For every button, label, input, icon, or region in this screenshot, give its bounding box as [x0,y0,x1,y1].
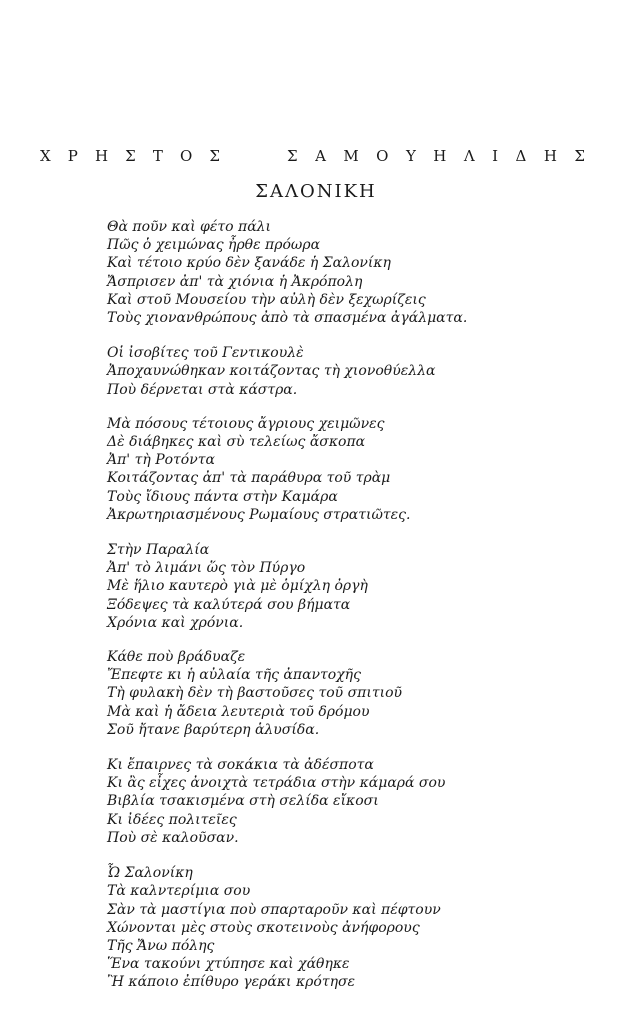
poem-line: Ἀπ' τὸ λιμάνι ὥς τὸν Πύργο [107,560,306,577]
poem-line: Ἄσπρισεν ἀπ' τὰ χιόνια ἡ Ἀκρόπολη [107,273,363,290]
author-letter: Σ [287,147,298,165]
author-letter: Λ [463,147,475,165]
poem-line: Βιβλία τσακισμένα στὴ σελίδα εἴκοσι [107,793,379,810]
poem-line: Ποὺ δέρνεται στὰ κάστρα. [107,381,298,398]
poem-line: Κι ἰδέες πολιτεῖες [107,811,237,828]
poem-line: Κοιτάζοντας ἀπ' τὰ παράθυρα τοῦ τρὰμ [107,470,391,487]
author-letter: Σ [574,147,585,165]
poem-body [107,218,567,1008]
stanza [107,648,567,739]
poem-line: Κι ἔπαιρνες τὰ σοκάκια τὰ ἀδέσποτα [107,757,374,774]
poem-line: Θὰ ποῦν καὶ φέτο πάλι [107,219,272,235]
poem-line: Ποὺ σὲ καλοῦσαν. [107,829,239,846]
poem-line: Ἢ κάποιο ἐπίθυρο γεράκι κρότησε [107,974,356,991]
poem-line: Τῆς Ἄνω πόλης [107,937,215,954]
poem-line: Ἔπεφτε κι ἡ αὐλαία τῆς ἀπαντοχῆς [107,667,361,684]
poem-line: Τοὺς ἴδιους πάντα στὴν Καμάρα [107,488,338,505]
author-name [40,147,585,165]
author-letter: Ο [376,147,389,165]
poem-title: ΣΑΛΟΝΙΚΗ [255,181,377,202]
author-letter: Ο [179,147,193,165]
author-first-name [40,147,220,165]
poem-line: Μὲ ἥλιο καυτερὸ γιὰ μὲ ὁμίχλη ὀργὴ [107,578,368,595]
poem-line: Χώνονται μὲς στοὺς σκοτεινοὺς ἀνήφορους [107,919,420,936]
stanza [107,415,567,524]
author-letter: Α [315,147,326,165]
poem-line: Τὴ φυλακὴ δὲν τὴ βαστοῦσες τοῦ σπιτιοῦ [107,685,403,702]
poem-line: Ξόδεψες τὰ καλύτερά σου βήματα [107,596,351,613]
stanza [107,218,567,327]
stanza [107,756,567,847]
poem-line: Καὶ στοῦ Μουσείου τὴν αὐλὴ δὲν ξεχωρίζεις [107,291,426,308]
poem-line: Ἕνα τακούνι χτύπησε καὶ χάθηκε [107,956,350,973]
poem-line: Σοῦ ἤτανε βαρύτερη ἁλυσίδα. [107,721,320,738]
poem-line: Ἀποχαυνώθηκαν κοιτάζοντας τὴ χιονοθύελλα [107,363,436,380]
poem-line: Τὰ καλντερίμια σου [107,883,251,900]
poem-line: Ἀκρωτηριασμένους Ρωμαίους στρατιῶτες. [107,506,411,523]
poem-line: Δὲ διάβηκες καὶ σὺ τελείως ἄσκοπα [107,434,366,451]
poem-line: Χρόνια καὶ χρόνια. [107,614,244,631]
poem-line: Μὰ καὶ ἡ ἄδεια λευτεριὰ τοῦ δρόμου [107,703,370,720]
author-letter: Σ [125,147,136,165]
author-letter: Υ [405,147,416,165]
author-letter: Η [433,147,447,165]
poem-line: Οἱ ἰσοβίτες τοῦ Γεντικουλὲ [107,345,304,362]
poem-line: Ὦ Σαλονίκη [107,865,193,882]
poem-line: Καὶ τέτοιο κρύο δὲν ξανάδε ἡ Σαλονίκη [107,255,391,272]
author-letter: Ι [492,147,499,165]
poem-line: Ἀπ' τὴ Ροτόντα [107,452,215,469]
author-letter: Χ [40,147,51,165]
author-letter: Μ [343,147,359,165]
poem-line: Σὰν τὰ μαστίγια ποὺ σπαρταροῦν καὶ πέφτουν [107,901,441,918]
author-letter: Η [94,147,109,165]
author-letter: Σ [209,147,220,165]
stanza [107,864,567,991]
poem-line: Στὴν Παραλία [107,542,210,559]
stanza [107,541,567,632]
author-letter: Τ [152,147,163,165]
poem-line: Μὰ πόσους τέτοιους ἄγριους χειμῶνες [107,415,385,432]
author-letter: Ρ [67,147,78,165]
author-letter: Η [543,147,557,165]
stanza [107,344,567,399]
author-last-name [287,147,585,165]
author-letter: Δ [515,147,527,165]
poem-line: Κι ἂς εἶχες ἀνοιχτὰ τετράδια στὴν κάμαρά σου [107,775,446,792]
poem-line: Τοὺς χιονανθρώπους ἀπὸ τὰ σπασμένα ἀγάλματα. [107,310,468,327]
poem-line: Κάθε ποὺ βράδυαζε [107,649,246,666]
poem-line: Πῶς ὁ χειμώνας ἦρθε πρόωρα [107,237,321,254]
